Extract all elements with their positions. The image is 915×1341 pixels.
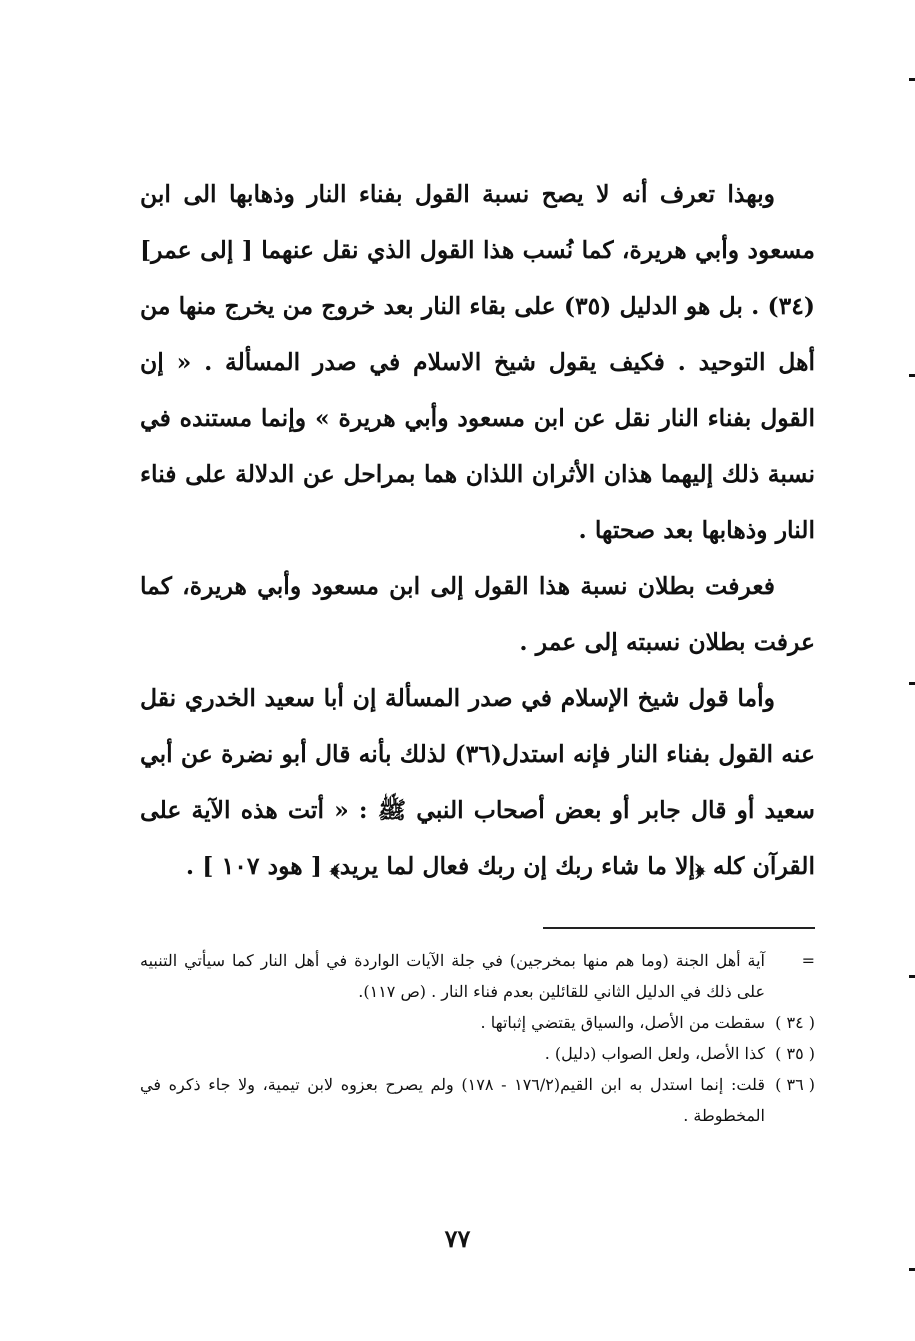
scan-edge-mark bbox=[909, 374, 915, 377]
footnote-continued bbox=[140, 945, 815, 1007]
footnote-34 bbox=[140, 1007, 815, 1038]
footnotes bbox=[140, 945, 815, 1131]
footnote-marker: ( ٣٦ ) bbox=[775, 1075, 815, 1094]
footnote-marker: ( ٣٤ ) bbox=[775, 1013, 815, 1032]
footnote-35 bbox=[140, 1038, 815, 1069]
scan-edge-mark bbox=[909, 975, 915, 978]
footnote-text: قلت: إنما استدل به ابن القيم(١٧٦/٢ - ١٧٨) ولم يصرح بعزوه لابن تيمية، ولا جاء ذكره في المخطوطة . bbox=[140, 1075, 765, 1125]
footnote-marker: ( ٣٥ ) bbox=[775, 1044, 815, 1063]
footnote-36 bbox=[140, 1069, 815, 1131]
page-number: ٧٧ bbox=[444, 1224, 471, 1253]
footnote-text: آية أهل الجنة (وما هم منها بمخرجين) في جلة الآيات الواردة في أهل النار كما سيأتي التنبيه على ذلك في الدليل الثاني للقائلين بعدم فناء النار . (ص ١١٧). bbox=[140, 951, 765, 1001]
main-text bbox=[140, 166, 815, 894]
footnote-separator bbox=[543, 927, 815, 929]
footnote-text: سقطت من الأصل، والسياق يقتضي إثباتها . bbox=[480, 1013, 765, 1032]
scan-edge-mark bbox=[909, 682, 915, 685]
paragraph-3: وأما قول شيخ الإسلام في صدر المسألة إن أبا سعيد الخدري نقل عنه القول بفناء النار فإنه استدل(٣٦) لذلك بأنه قال أبو نضرة عن أبي سعيد أو قال جابر أو بعض أصحاب النبي ﷺ : « أتت هذه الآية على القرآن كله ﴿إلا ما شاء ربك إن ربك فعال لما يريد﴾ [ هود ١٠٧ ] . bbox=[140, 684, 815, 880]
footnote-marker: = bbox=[801, 951, 815, 970]
paragraph-1: وبهذا تعرف أنه لا يصح نسبة القول بفناء النار وذهابها الى ابن مسعود وأبي هريرة، كما نُسب هذا القول الذي نقل عنهما [ إلى عمر](٣٤) . بل هو الدليل (٣٥) على بقاء النار بعد خروج من يخرج منها من أهل التوحيد . فكيف يقول شيخ الاسلام في صدر المسألة . « إن القول بفناء النار نقل عن ابن مسعود وأبي هريرة » وإنما مستنده في نسبة ذلك إليهما هذان الأثران اللذان هما بمراحل عن الدلالة على فناء النار وذهابها بعد صحتها . bbox=[140, 180, 815, 544]
scan-edge-mark bbox=[909, 1268, 915, 1271]
footnote-text: كذا الأصل، ولعل الصواب (دليل) . bbox=[544, 1044, 765, 1063]
paragraph-2: فعرفت بطلان نسبة هذا القول إلى ابن مسعود وأبي هريرة، كما عرفت بطلان نسبته إلى عمر . bbox=[140, 572, 815, 656]
scan-edge-mark bbox=[909, 78, 915, 81]
